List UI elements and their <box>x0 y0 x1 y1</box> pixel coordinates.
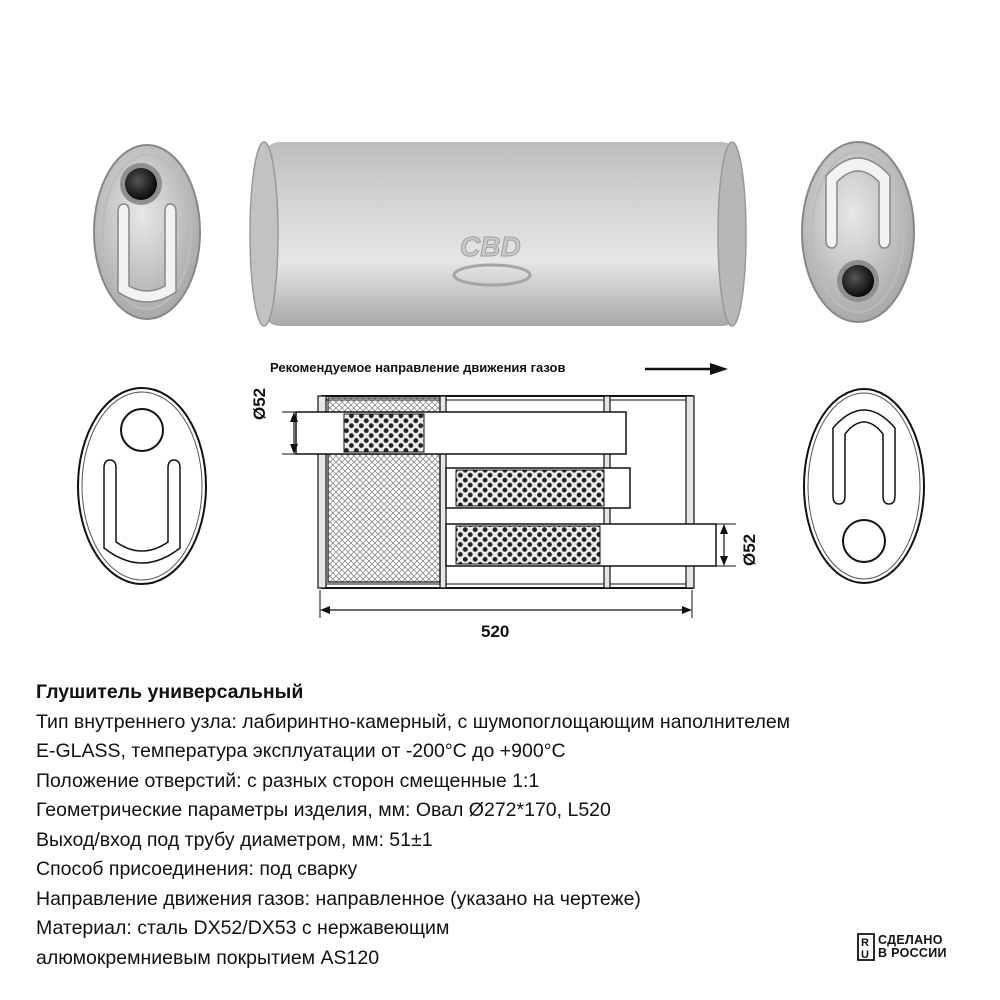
svg-text:U: U <box>861 949 869 961</box>
inlet-diameter-label: Ø52 <box>250 387 269 420</box>
spec-line: Положение отверстий: с разных сторон смещенные 1:1 <box>36 769 540 792</box>
product-title: Глушитель универсальный <box>36 681 304 703</box>
spec-line: Материал: сталь DX52/DX53 с нержавеющим <box>36 917 450 939</box>
spec-line: Направление движения газов: направленное (указано на чертеже) <box>36 887 641 910</box>
badge-line-2: В РОССИИ <box>878 946 947 960</box>
spec-line: алюмокремниевым покрытием AS120 <box>36 946 380 969</box>
flow-direction-label: Рекомендуемое направление движения газов <box>270 360 566 375</box>
spec-list <box>36 678 790 973</box>
right-end-view-drawing <box>804 389 924 583</box>
outlet-diameter-label: Ø52 <box>740 533 759 566</box>
left-end-view-drawing <box>78 388 206 584</box>
made-in-russia-icon <box>858 934 874 961</box>
left-end-cap-photo <box>94 145 200 319</box>
section-drawing <box>282 396 736 618</box>
length-label: 520 <box>481 622 510 641</box>
made-in-russia-badge <box>878 934 947 960</box>
right-end-cap-photo <box>802 142 914 322</box>
svg-text:R: R <box>861 937 869 949</box>
cbd-logo: CBD <box>460 231 521 262</box>
badge-line-1: СДЕЛАНО <box>878 933 943 947</box>
spec-line: Геометрические параметры изделия, мм: Овал Ø272*170, L520 <box>36 799 611 821</box>
spec-line: E-GLASS, температура эксплуатации от -200°С до +900°С <box>36 740 566 762</box>
spec-line: Тип внутреннего узла: лабиринтно-камерный, с шумопоглощающим наполнителем <box>36 710 791 733</box>
spec-line: Выход/вход под трубу диаметром, мм: 51±1 <box>36 828 433 851</box>
flow-direction-arrow <box>645 363 728 375</box>
spec-line: Способ присоединения: под сварку <box>36 858 358 880</box>
